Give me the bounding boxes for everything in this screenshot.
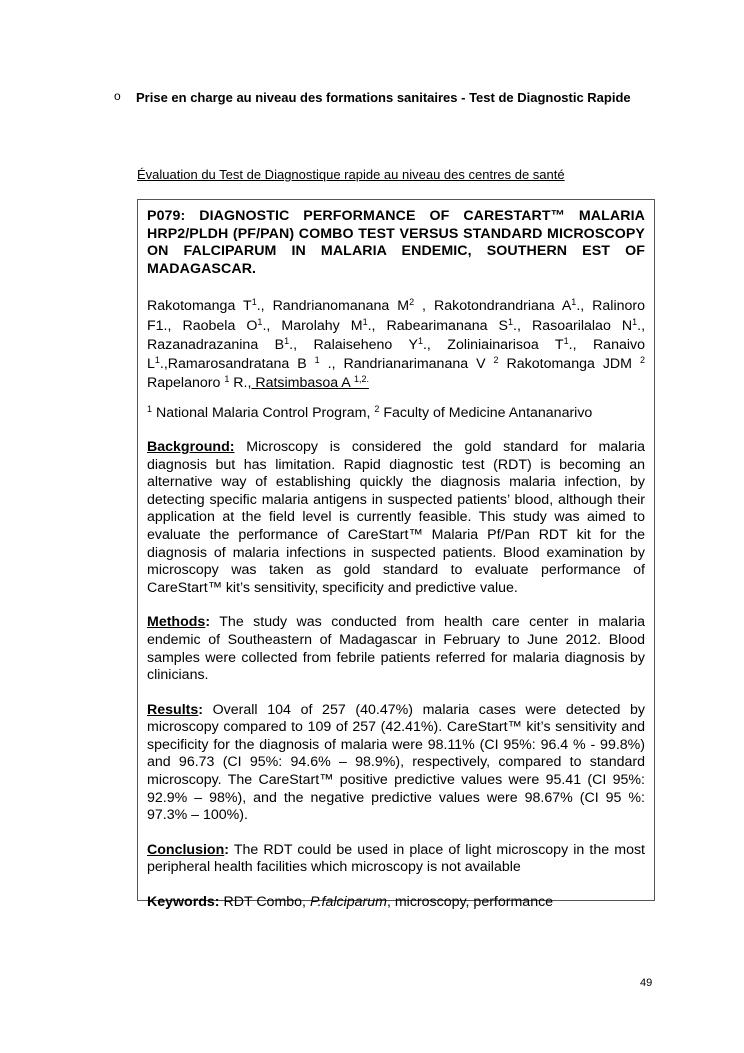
methods-colon: : bbox=[205, 614, 211, 631]
author-affil-sup: 2 bbox=[409, 297, 415, 308]
author-affil-sup: 1 bbox=[362, 316, 368, 327]
bullet-marker: o bbox=[114, 89, 121, 103]
affil-text-2: Faculty of Medicine Antananarivo bbox=[379, 405, 593, 422]
author-name: Rapelanoro bbox=[147, 375, 225, 392]
author-separator: ., bbox=[637, 317, 646, 334]
author-separator: ., bbox=[319, 355, 344, 372]
author-affil-sup: 1,2. bbox=[353, 374, 369, 385]
page-number: 49 bbox=[640, 977, 653, 989]
keywords-italic: P.falciparum bbox=[309, 894, 387, 911]
section-heading bbox=[114, 88, 659, 107]
author-affil-sup: 1 bbox=[314, 354, 320, 365]
keywords-section bbox=[147, 894, 645, 912]
author-name: Rakotondrandriana A bbox=[433, 298, 572, 315]
author-name: Razanadrazanina B bbox=[147, 336, 285, 353]
author-separator: ., bbox=[289, 336, 314, 353]
author-affil-sup: 1 bbox=[154, 354, 160, 365]
author-affil-sup: 1 bbox=[508, 316, 514, 327]
author-separator: ., bbox=[576, 298, 593, 315]
author-affil-sup: 1 bbox=[417, 335, 423, 346]
author-affil-sup: 1 bbox=[632, 316, 638, 327]
abstract-box bbox=[137, 199, 655, 911]
author-separator bbox=[499, 356, 507, 372]
methods-text: The study was conducted from health care center in malaria endemic of Southeastern of Madagascar in February to June 2012. Blood samples were collected from febrile patients referred for malaria diagnosis by clinicians. bbox=[147, 614, 645, 684]
keywords-text-after: , microscopy, performance bbox=[386, 894, 554, 911]
results-label: Results bbox=[147, 701, 199, 718]
author-affil-sup: 1 bbox=[563, 335, 569, 346]
author-name: Ramarosandratana B bbox=[167, 355, 315, 372]
author-name: Marolahy M bbox=[281, 317, 363, 334]
author-affil-sup: 1 bbox=[571, 297, 577, 308]
author-list bbox=[147, 297, 645, 393]
author-affil-sup: 2 bbox=[639, 354, 645, 365]
author-name: Rasoarilalao N bbox=[531, 317, 633, 334]
author-name: Rakotomanga JDM bbox=[506, 355, 640, 372]
author-name: Rabearimanana S bbox=[386, 317, 509, 334]
conclusion-label: Conclusion bbox=[147, 841, 225, 858]
author-separator: ., bbox=[262, 317, 282, 334]
author-name: Ralaiseheno Y bbox=[313, 336, 418, 353]
section-heading-text: Prise en charge au niveau des formations sanitaires - Test de Diagnostic Rapide bbox=[136, 90, 631, 105]
results-colon: : bbox=[198, 701, 203, 718]
keywords-text-before: RDT Combo, bbox=[219, 894, 310, 911]
author-name: Randrianarimanana V bbox=[343, 355, 494, 372]
keywords-label: Keywords: bbox=[147, 894, 220, 911]
results-section bbox=[147, 702, 645, 825]
author-separator: , bbox=[414, 298, 434, 315]
affil-text-1: National Malaria Control Program, bbox=[152, 405, 375, 422]
author-separator: ., bbox=[159, 355, 168, 372]
background-text: Microscopy is considered the gold standard for malaria diagnosis but has limitation. Rapid diagnostic test (RDT) is becoming an alternative way of establishing quickly the diagnosis malaria infection, by detecting specific malaria antigens in suspected patients’ blood, although their application at the field level is currently feasible. This study was aimed to evaluate the performance of CareStart™ Malaria Pf/Pan RDT kit for the diagnosis of malaria infections in suspected patients. Blood examination by microscopy was taken as gold standard to evaluate performance of CareStart™ kit’s sensitivity, specificity and predictive value. bbox=[147, 438, 645, 596]
author-last bbox=[251, 375, 369, 391]
author-name: Rakotomanga T bbox=[147, 298, 252, 315]
affiliations bbox=[147, 405, 645, 423]
author-affil-sup: 1 bbox=[224, 374, 230, 385]
author-name: Zoliniainarisoa T bbox=[447, 336, 564, 353]
author-name: Ralinoro F1., Raobela O bbox=[147, 298, 645, 334]
author-affil-sup: 1 bbox=[284, 335, 290, 346]
conclusion-section bbox=[147, 842, 645, 877]
author-affil-sup: 2 bbox=[493, 354, 499, 365]
author-name: Ranaivo L bbox=[147, 336, 645, 372]
author-separator: ., bbox=[422, 336, 448, 353]
affil-sup-1: 1 bbox=[147, 404, 153, 415]
results-text: Overall 104 of 257 (40.47%) malaria cases were detected by microscopy compared to 109 of 257 (42.41%). CareStart™ kit’s sensitivity and specificity for the diagnosis of malaria were 98.11% (CI 95%: 96.4 % - 99.8%) and 96.73 (CI 95%: 94.6% – 98.9%), respectively, compared to standard microscopy. The CareStart™ positive predictive values were 95.41 (CI 95%: 92.9% – 98%), and the negative predictive values were 98.67% (CI 95 %: 97.3% – 100%). bbox=[147, 701, 645, 824]
author-separator: ., bbox=[367, 317, 387, 334]
affil-sup-2: 2 bbox=[374, 404, 380, 415]
methods-section bbox=[147, 614, 645, 684]
conclusion-text: The RDT could be used in place of light microscopy in the most peripheral health facilities which microscopy is not available bbox=[147, 841, 645, 876]
author-separator: R., bbox=[229, 375, 252, 392]
author-affil-sup: 1 bbox=[257, 316, 263, 327]
conclusion-colon: : bbox=[224, 841, 229, 858]
abstract-title: P079: DIAGNOSTIC PERFORMANCE OF CARESTART™ MALARIA HRP2/PLDH (PF/PAN) COMBO TEST VERSUS STANDARD MICROSCOPY ON FALCIPARUM IN MALARIA ENDEMIC, SOUTHERN EST OF MADAGASCAR. bbox=[147, 208, 645, 277]
author-affil-sup: 1 bbox=[251, 297, 257, 308]
background-label: Background: bbox=[147, 438, 235, 455]
author-name: Randrianomanana M bbox=[272, 298, 410, 315]
subheading: Évaluation du Test de Diagnostique rapide au niveau des centres de santé bbox=[137, 167, 565, 182]
background-section bbox=[147, 439, 645, 597]
author-separator: ., bbox=[256, 298, 273, 315]
methods-label: Methods bbox=[147, 614, 206, 631]
author-name: Ratsimbasoa A bbox=[251, 375, 354, 392]
author-separator: ., bbox=[568, 336, 593, 353]
author-separator: ., bbox=[513, 317, 532, 334]
